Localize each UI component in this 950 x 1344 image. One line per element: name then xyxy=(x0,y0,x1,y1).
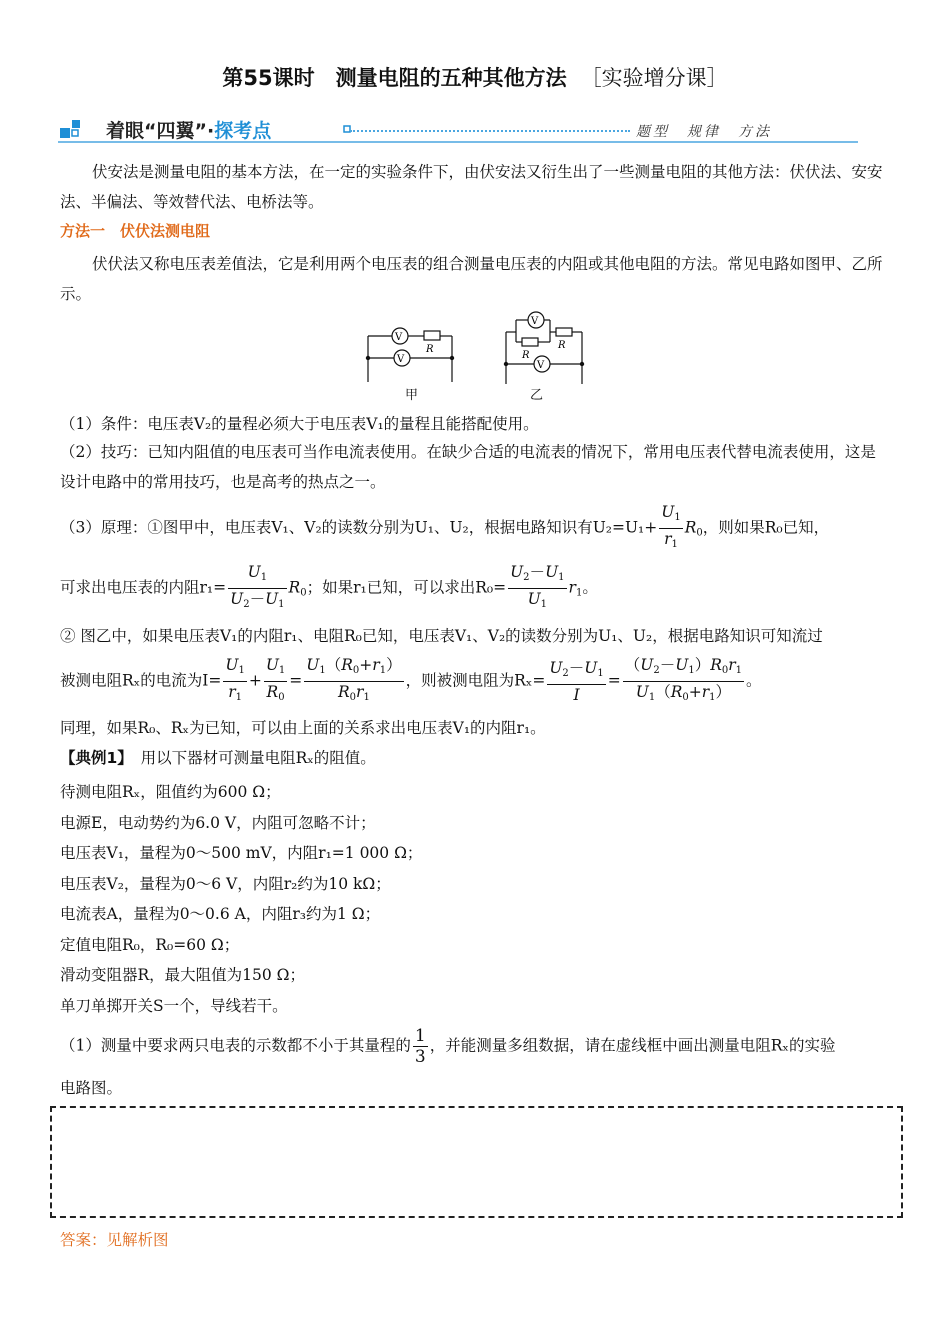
svg-text:V: V xyxy=(397,354,405,365)
principle-line-4: 被测电阻Rₓ的电流为I= $\frac{U_1}{r_1}$ + $\frac{U_1}{R_0}$ = $\frac{U_1(R_0+r_1)}{R_0r_1}$ ，则被测电阻为Rₓ= $\frac{U_2-U_1}{I}$ = $\frac{(U_2-U_1)R_0r_1}{U_1(R_0+r_1)}$ 。 xyxy=(60,656,762,704)
condition-1: （1）条件：电压表V₂的量程必须大于电压表V₁的量程且能搭配使用。 xyxy=(60,415,539,433)
svg-text:R: R xyxy=(426,344,434,355)
svg-text:R: R xyxy=(558,340,566,351)
page-title: 第55课时 测量电阻的五种其他方法 ［实验增分课］ xyxy=(222,66,728,90)
banner-dotted-line xyxy=(350,130,630,132)
equipment-item: 电流表A，量程为0～0.6 A，内阻r₃约为1 Ω； xyxy=(60,905,381,923)
equipment-item: 电源E，电动势约为6.0 V，内阻可忽略不计； xyxy=(60,813,376,832)
answer-line: 答案：见解析图 xyxy=(60,1231,169,1249)
equipment-item: 电压表V₁，量程为0～500 mV，内阻r₁=1 000 Ω； xyxy=(60,844,423,862)
intro-paragraph: 伏安法是测量电阻的基本方法，在一定的实验条件下，由伏安法又衍生出了一些测量电阻的其他方法：伏伏法、安安法、半偏法、等效替代法、电桥法等。 xyxy=(60,163,883,211)
figure-label-jia: 甲 xyxy=(405,388,419,403)
principle-line-5: 同理，如果R₀、Rₓ为已知，可以由上面的关系求出电压表V₁的内阻r₁。 xyxy=(60,719,546,737)
svg-text:R: R xyxy=(522,350,530,361)
equipment-item: 待测电阻Rₓ，阻值约为600 Ω； xyxy=(60,783,281,801)
question-1: （1）测量中要求两只电表的示数都不小于其量程的 $\frac{1}{3}$ ，并能测量多组数据，请在虚线框中画出测量电阻Rₓ的实验 xyxy=(60,1026,836,1067)
condition-2: （2）技巧：已知内阻值的电压表可当作电流表使用。在缺少合适的电流表的情况下，常用电压表代替电流表使用，这是设计电路中的常用技巧，也是高考的热点之一。 xyxy=(60,443,876,491)
answer-drawing-box[interactable] xyxy=(50,1106,903,1218)
figure-label-yi: 乙 xyxy=(530,388,544,403)
equipment-item: 电压表V₂，量程为0～6 V，内阻r₂约为10 kΩ； xyxy=(60,874,391,893)
svg-text:V: V xyxy=(395,332,403,343)
banner-right-text: 题型 规律 方法 xyxy=(636,124,772,140)
question-1-cont: 电路图。 xyxy=(60,1079,123,1097)
example-stem: 【典例1】 用以下器材可测量电阻Rₓ的阻值。 xyxy=(60,749,376,767)
svg-text:V: V xyxy=(537,360,545,371)
equipment-item: 单刀单掷开关S一个，导线若干。 xyxy=(60,996,288,1015)
method1-description: 伏伏法又称电压表差值法，它是利用两个电压表的组合测量电压表的内阻或其他电阻的方法。常见电路如图甲、乙所示。 xyxy=(60,255,883,303)
principle-line-2: 可求出电压表的内阻r₁= $\frac{U_1}{U_2-U_1}$ $R_0$；如果r₁已知，可以求出R₀= $\frac{U_2-U_1}{U_1}$ $r_1$。 xyxy=(60,563,598,610)
equipment-item: 滑动变阻器R，最大阻值为150 Ω； xyxy=(60,966,306,984)
svg-text:V: V xyxy=(531,316,539,327)
circuit-figure-yi xyxy=(498,306,590,386)
equipment-list xyxy=(60,777,422,1021)
circuit-figure-jia xyxy=(360,322,460,386)
equipment-item: 定值电阻R₀，R₀=60 Ω； xyxy=(60,935,240,954)
method1-heading: 方法一 伏伏法测电阻 xyxy=(60,222,211,240)
banner-title: 着眼“四翼”·探考点 xyxy=(106,120,272,142)
principle-line-3: ② 图乙中，如果电压表V₁的内阻r₁、电阻R₀已知，电压表V₁、V₂的读数分别为U₁、U₂，根据电路知识可知流过 xyxy=(60,627,823,645)
principle-line-1: （3）原理：①图甲中，电压表V₁、V₂的读数分别为U₁、U₂，根据电路知识有U₂=U₁+ $\frac{U_1}{r_1}$ $R_0$，则如果R₀已知， xyxy=(60,503,830,550)
